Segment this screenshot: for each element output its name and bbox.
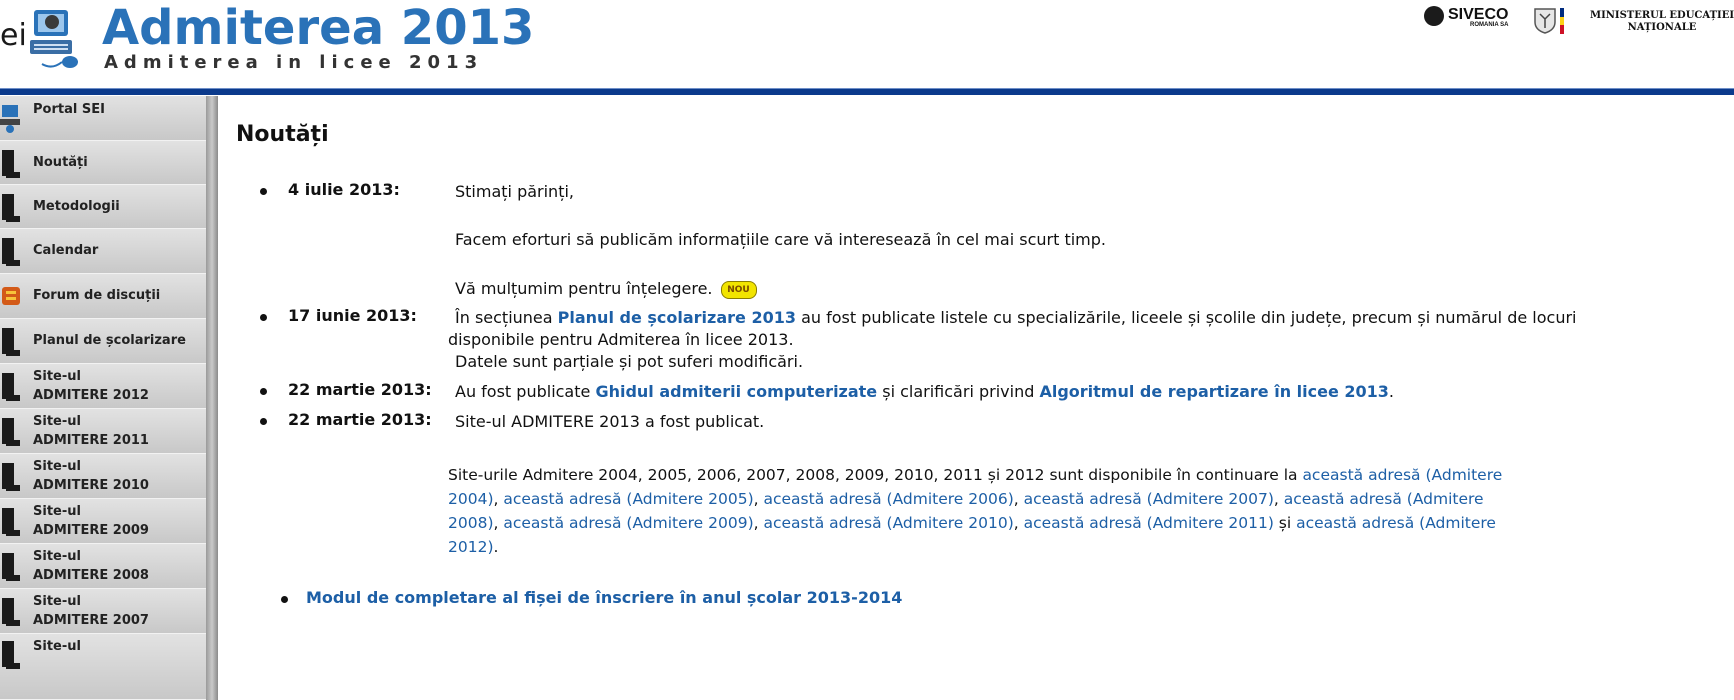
- archive-sep: ,: [1013, 514, 1024, 532]
- news-text: [455, 279, 757, 299]
- book-icon: [0, 369, 22, 403]
- sidebar-item-label: [33, 457, 149, 495]
- archive-sep: ,: [1273, 490, 1284, 508]
- archive-link-2006[interactable]: această adresă (Admitere 2006): [763, 490, 1014, 508]
- sidebar-item-line2: ADMITERE 2010: [33, 478, 149, 493]
- archive-sep: ,: [493, 490, 504, 508]
- news-text: Site-ul ADMITERE 2013 a fost publicat.: [455, 412, 765, 431]
- sidebar-item-admitere-2010[interactable]: [0, 454, 206, 499]
- book-icon: [0, 234, 22, 268]
- enrollment-form-link[interactable]: Modul de completare al fișei de înscriere în anul școlar 2013-2014: [306, 588, 903, 607]
- archive-and: și: [1273, 514, 1297, 532]
- book-icon: [0, 459, 22, 493]
- enrollment-form-link-row: [306, 588, 902, 607]
- page-title: Noutăți: [236, 122, 329, 147]
- news-text-mid: și clarificări privind: [877, 382, 1040, 401]
- archive-link-2012[interactable]: 2012): [448, 538, 494, 556]
- news-date: 4 iulie 2013:: [288, 180, 400, 199]
- book-icon: [0, 504, 22, 538]
- news-text-line: Vă mulțumim pentru înțelegere.: [455, 279, 713, 298]
- book-icon: [0, 637, 22, 671]
- sidebar-item-admitere-2007[interactable]: [0, 589, 206, 634]
- planul-link[interactable]: Planul de școlarizare 2013: [557, 308, 796, 327]
- sidebar-item-line2: ADMITERE 2012: [33, 388, 149, 403]
- sidebar-item-label: [33, 547, 149, 585]
- ministry-logo[interactable]: [1590, 10, 1734, 34]
- archive-line3: [448, 514, 1496, 532]
- list-bullet: [281, 596, 288, 603]
- sidebar-item-label: [33, 592, 149, 630]
- book-icon: [0, 146, 22, 180]
- sidebar-item-admitere-2009[interactable]: [0, 499, 206, 544]
- archive-line4: [448, 538, 498, 556]
- book-icon: [0, 594, 22, 628]
- coat-of-arms-icon: [1532, 6, 1558, 34]
- news-date: 17 iunie 2013:: [288, 306, 417, 325]
- sidebar: [0, 96, 206, 700]
- news-text: Stimați părinți,: [455, 182, 574, 201]
- news-text: [455, 382, 1394, 401]
- sei-logo-text: ei: [0, 18, 27, 53]
- portal-icon: [0, 101, 22, 135]
- sidebar-edge: [206, 96, 218, 700]
- sidebar-item-label: Forum de discuții: [33, 288, 161, 303]
- archive-link-2007[interactable]: această adresă (Admitere 2007): [1023, 490, 1274, 508]
- ghidul-link[interactable]: Ghidul admiterii computerizate: [595, 382, 878, 401]
- sidebar-item-metodologii[interactable]: [0, 185, 206, 229]
- sidebar-item-line2: ADMITERE 2011: [33, 433, 149, 448]
- news-date: 22 martie 2013:: [288, 410, 432, 429]
- book-icon: [0, 414, 22, 448]
- new-badge: NOU: [721, 281, 757, 299]
- flag-icon: [1560, 8, 1564, 34]
- sidebar-item-label: Metodologii: [33, 199, 120, 214]
- sidebar-item-label: [33, 502, 149, 540]
- list-bullet: [260, 388, 267, 395]
- sidebar-item-label: Planul de școlarizare: [33, 333, 186, 348]
- archive-link-2004[interactable]: această adresă (Admitere: [1302, 466, 1503, 484]
- sidebar-item-line1: Site-ul: [33, 594, 81, 609]
- list-bullet: [260, 418, 267, 425]
- news-text-post: .: [1388, 382, 1395, 401]
- archive-link-2009[interactable]: această adresă (Admitere 2009): [503, 514, 754, 532]
- news-text: Facem eforturi să publicăm informațiile care vă interesează în cel mai scurt timp.: [455, 230, 1106, 249]
- archive-link-2008[interactable]: 2008): [448, 514, 494, 532]
- news-text: [455, 308, 1576, 327]
- archive-sep: ,: [753, 514, 764, 532]
- sidebar-item-line1: Site-ul: [33, 549, 81, 564]
- header-divider: [0, 88, 1734, 95]
- sidebar-item-label: [33, 412, 149, 450]
- sidebar-item-label: Site-ul: [33, 639, 81, 654]
- siveco-sublabel: ROMANIA SA: [1470, 22, 1509, 28]
- news-text-pre: În secțiunea: [455, 308, 558, 327]
- sidebar-item-admitere-2006[interactable]: [0, 634, 206, 700]
- news-text-post: au fost publicate listele cu specializările, liceele și școlile din județe, precum și numărul de locuri: [795, 308, 1577, 327]
- sidebar-item-line1: Site-ul: [33, 459, 81, 474]
- sidebar-item-line2: ADMITERE 2008: [33, 568, 149, 583]
- sidebar-item-forum[interactable]: [0, 274, 206, 319]
- archive-link-2012[interactable]: această adresă (Admitere: [1296, 514, 1496, 532]
- book-icon: [0, 324, 22, 358]
- sidebar-item-label: Calendar: [33, 243, 99, 258]
- news-text-pre: Au fost publicate: [455, 382, 596, 401]
- app-title: Admiterea 2013: [102, 0, 535, 56]
- archive-sep: ,: [753, 490, 764, 508]
- book-icon: [0, 549, 22, 583]
- list-bullet: [260, 314, 267, 321]
- sidebar-item-portal-sei[interactable]: [0, 96, 206, 141]
- sidebar-item-calendar[interactable]: [0, 229, 206, 274]
- siveco-logo-icon: [1424, 6, 1444, 26]
- archive-link-2005[interactable]: această adresă (Admitere 2005): [503, 490, 754, 508]
- sidebar-item-line2: ADMITERE 2007: [33, 613, 149, 628]
- sidebar-item-admitere-2008[interactable]: [0, 544, 206, 589]
- ministry-line2: NAȚIONALE: [1627, 22, 1697, 33]
- list-bullet: [260, 188, 267, 195]
- archive-sep: ,: [1013, 490, 1024, 508]
- archive-link-2010[interactable]: această adresă (Admitere 2010): [763, 514, 1014, 532]
- app-subtitle: Admiterea in licee 2013: [104, 52, 484, 73]
- ministry-line1: MINISTERUL EDUCAȚIEI: [1590, 10, 1734, 21]
- news-text: Datele sunt parțiale și pot suferi modificări.: [455, 352, 804, 371]
- sidebar-item-label: [33, 367, 149, 405]
- sidebar-item-line2: ADMITERE 2009: [33, 523, 149, 538]
- archive-text: Site-urile Admitere 2004, 2005, 2006, 2007, 2008, 2009, 2010, 2011 și 2012 sunt disponibile în continuare la: [448, 466, 1303, 484]
- archive-line2: [448, 490, 1484, 508]
- sidebar-item-line1: Site-ul: [33, 504, 81, 519]
- news-text: disponibile pentru Admiterea în licee 2013.: [448, 330, 794, 349]
- siveco-logo[interactable]: [1448, 6, 1508, 28]
- archive-link-2008[interactable]: această adresă (Admitere: [1283, 490, 1484, 508]
- computer-logo-icon[interactable]: [22, 4, 82, 74]
- main-content: [236, 96, 1734, 700]
- page-header: [0, 0, 1734, 88]
- sidebar-item-admitere-2012[interactable]: [0, 364, 206, 409]
- sidebar-item-admitere-2011[interactable]: [0, 409, 206, 454]
- sidebar-item-line1: Site-ul: [33, 414, 81, 429]
- sidebar-item-noutati[interactable]: [0, 141, 206, 185]
- archive-end: .: [493, 538, 499, 556]
- sidebar-item-planul[interactable]: [0, 319, 206, 364]
- archive-link-2011[interactable]: această adresă (Admitere 2011): [1023, 514, 1274, 532]
- archive-link-2004[interactable]: 2004): [448, 490, 494, 508]
- siveco-label: SIVECO: [1448, 6, 1509, 23]
- sidebar-item-line1: Site-ul: [33, 369, 81, 384]
- sidebar-item-label: Noutăți: [33, 155, 88, 170]
- forum-icon: [0, 279, 22, 313]
- sidebar-item-label: Portal SEI: [33, 102, 105, 117]
- news-date: 22 martie 2013:: [288, 380, 432, 399]
- algoritmul-link[interactable]: Algoritmul de repartizare în licee 2013: [1039, 382, 1389, 401]
- archive-line1: [448, 466, 1502, 484]
- archive-sep: ,: [493, 514, 504, 532]
- book-icon: [0, 190, 22, 224]
